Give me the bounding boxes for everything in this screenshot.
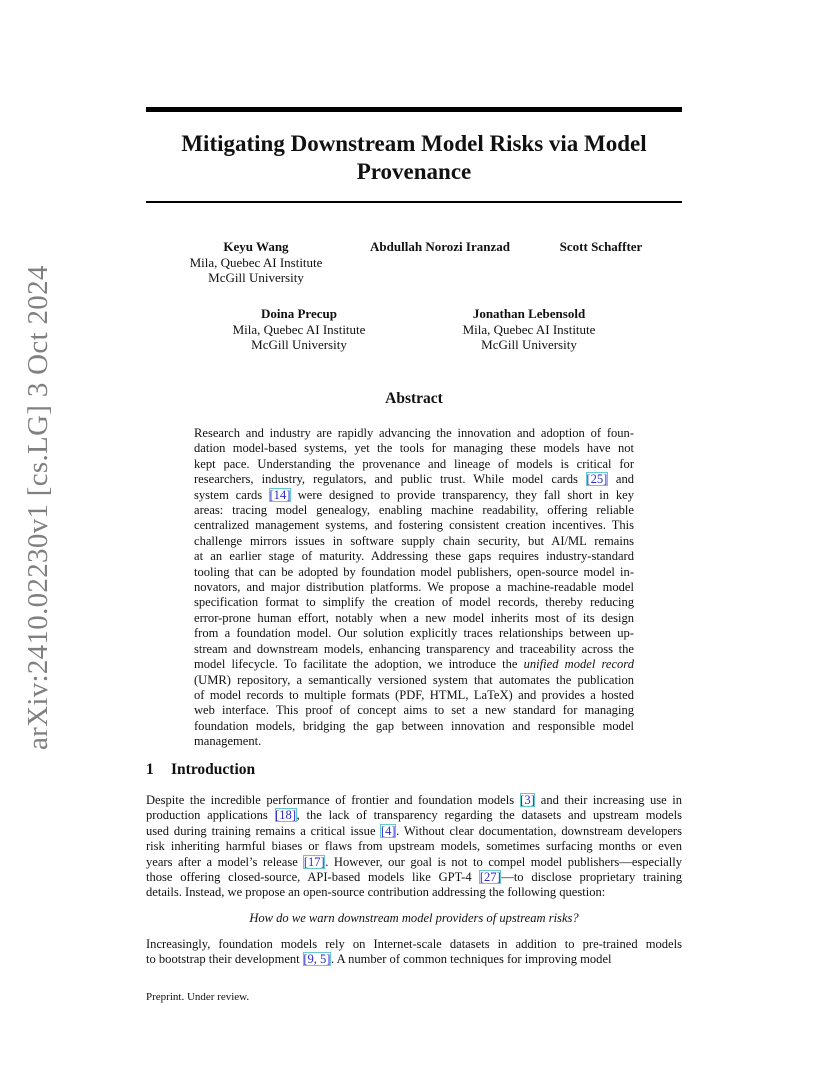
text-run: researchers, industry, regulators, and public trust. While model cards: [194, 472, 586, 487]
text-run: . Without clear documentation, downstream developers: [396, 823, 682, 838]
text-run: at an earlier stage of maturity. Addressing these gaps requires industry-standard: [194, 549, 634, 564]
citation-link[interactable]: [4]: [380, 823, 396, 838]
author-name: Keyu Wang: [223, 239, 289, 254]
author-name: Jonathan Lebensold: [472, 306, 586, 321]
author-block: [168, 239, 344, 286]
author-affiliation: Mila, Quebec AI Institute: [232, 321, 366, 337]
text-run: risk inheriting harmful biases or flaws from upstream models, sometimes surfacing months or even: [146, 839, 682, 854]
text-run: those offering closed-source, API-based models like GPT-4: [146, 870, 480, 885]
footer-note: Preprint. Under review.: [146, 991, 250, 1003]
text-run: tooling that can be adopted by foundation model publishers, open-source model in-: [194, 564, 634, 579]
text-line: [194, 441, 634, 456]
emphasis-text: unified model record: [523, 657, 634, 672]
abstract-heading: Abstract: [385, 390, 443, 407]
text-run: production applications: [146, 808, 275, 823]
text-line: [194, 580, 634, 595]
text-run: (UMR) repository, a semantically versioned system that automates the publication: [194, 672, 634, 687]
text-line: [194, 457, 634, 472]
text-line: [146, 937, 682, 952]
text-run: error-prone human effort, notably when a new model inherits most of its design: [194, 610, 634, 625]
text-run: Increasingly, foundation models rely on Internet-scale datasets in addition to pre-trained models: [146, 937, 682, 951]
text-line: [194, 626, 634, 641]
text-line: [194, 611, 634, 626]
text-run: foundation models, bridging the gap between innovation and responsible model: [194, 718, 634, 733]
text-run: centralized management systems, and fostering consistent creation incentives. This: [194, 518, 634, 533]
text-run: used during training remains a critical issue: [146, 823, 381, 838]
text-line: [146, 793, 682, 808]
author-affiliation: Mila, Quebec AI Institute: [462, 321, 596, 337]
author-name: Scott Schaffter: [559, 239, 643, 254]
text-line: [146, 870, 682, 885]
section-heading: [146, 760, 255, 780]
text-line: [194, 719, 634, 734]
text-line: [146, 855, 682, 870]
text-run: were designed to provide transparency, they fall short in key: [290, 487, 634, 502]
citation-link[interactable]: [18]: [275, 808, 297, 823]
intro-paragraph: [146, 793, 682, 901]
author-university: McGill University: [251, 337, 347, 352]
text-run: stream and downstream models, enhancing transparency and traceability across the: [194, 641, 634, 656]
author-affiliation: Mila, Quebec AI Institute: [189, 254, 323, 270]
author-university: McGill University: [208, 270, 304, 285]
text-run: Research and industry are rapidly advancing the innovation and adoption of foun-: [194, 426, 634, 440]
text-run: management.: [194, 734, 262, 749]
text-run: details. Instead, we propose an open-source contribution addressing the following question:: [146, 885, 606, 900]
text-line: [194, 426, 634, 441]
citation-link[interactable]: [27]: [479, 870, 501, 885]
text-run: to bootstrap their development: [146, 952, 303, 967]
text-line: [194, 688, 634, 703]
citation-link[interactable]: [9, 5]: [303, 952, 331, 967]
author-block: [442, 306, 616, 353]
text-line: [146, 839, 682, 854]
text-line: [146, 808, 682, 823]
text-run: web interface. This proof of concept aims to set a new standard for managing: [194, 703, 634, 718]
text-line: [194, 503, 634, 518]
text-line: [194, 673, 634, 688]
text-line: [194, 703, 634, 718]
arxiv-identifier-stamp: arXiv:2410.02230v1 [cs.LG] 3 Oct 2024: [22, 265, 54, 750]
text-run: areas: tracing model genealogy, enabling machine readability, offering reliable: [194, 503, 634, 518]
text-run: years after a model’s release: [146, 854, 304, 869]
text-run: and their increasing use in: [535, 793, 683, 807]
text-line: [194, 657, 634, 672]
text-line: [194, 518, 634, 533]
citation-link[interactable]: [17]: [303, 854, 325, 869]
author-block: [540, 239, 662, 255]
citation-link[interactable]: [3]: [520, 793, 535, 807]
text-line: [194, 549, 634, 564]
text-line: [194, 534, 634, 549]
title-line-2: Provenance: [356, 159, 472, 184]
text-run: challenge mirrors issues in software supply chain security, but AI/ML remains: [194, 533, 634, 548]
author-name: Doina Precup: [261, 306, 337, 321]
citation-link[interactable]: [25]: [586, 472, 608, 487]
text-run: kept pace. Understanding the provenance and lineage of models is critical for: [194, 456, 634, 471]
text-run: , the lack of transparency regarding the datasets and upstream models: [296, 808, 682, 823]
text-run: from a foundation model. Our solution explicitly traces relationships between up-: [194, 626, 634, 641]
text-line: [146, 885, 682, 900]
intro-paragraph: [146, 937, 682, 968]
text-line: [194, 565, 634, 580]
text-line: [194, 472, 634, 487]
text-line: [194, 488, 634, 503]
text-run: Despite the incredible performance of frontier and foundation models: [146, 793, 520, 807]
title-bottom-rule: [146, 201, 682, 203]
title-line-1: Mitigating Downstream Model Risks via Model: [181, 131, 647, 156]
section-number: 1: [146, 761, 154, 778]
research-question: How do we warn downstream model providers of upstream risks?: [249, 911, 579, 925]
text-line: [146, 952, 682, 967]
citation-link[interactable]: [14]: [269, 487, 291, 502]
text-run: specification format to simplify the creation of model records, thereby reducing: [194, 595, 634, 610]
paper-title: [146, 130, 682, 186]
text-run: dation model-based systems, yet the tools for managing these models have not: [194, 441, 634, 456]
text-run: and: [607, 472, 634, 487]
author-name: Abdullah Norozi Iranzad: [370, 239, 510, 254]
text-line: [146, 824, 682, 839]
author-block: [212, 306, 386, 353]
text-run: —to disclose proprietary training: [501, 870, 683, 885]
text-line: [194, 734, 634, 749]
title-top-rule: [146, 107, 682, 112]
author-block: [355, 239, 525, 255]
text-line: [194, 595, 634, 610]
text-run: system cards: [194, 487, 269, 502]
text-line: [194, 642, 634, 657]
abstract-body: [194, 426, 634, 750]
text-run: of model records to multiple formats (PDF, HTML, LaTeX) and provides a hosted: [194, 687, 634, 702]
text-run: novators, and major distribution platforms. We propose a machine-readable model: [194, 580, 634, 595]
text-run: . However, our goal is not to compel model publishers—especially: [325, 854, 682, 869]
section-title: Introduction: [171, 761, 256, 778]
author-university: McGill University: [481, 337, 577, 352]
text-run: model lifecycle. To facilitate the adoption, we introduce the: [194, 657, 524, 672]
text-run: . A number of common techniques for improving model: [331, 952, 612, 967]
